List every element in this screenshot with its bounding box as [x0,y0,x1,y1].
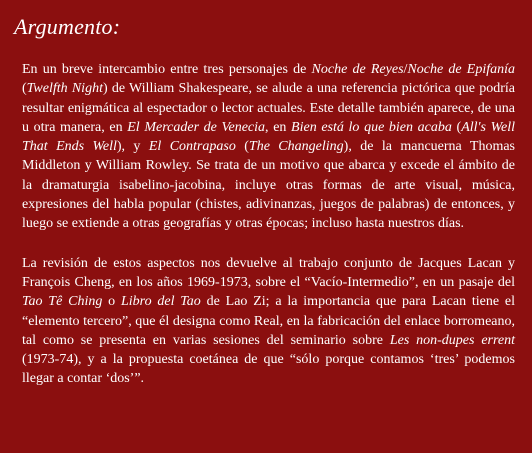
paragraph-1 [22,60,515,234]
article-body [22,60,515,389]
text-run: ), y [116,139,149,155]
text-run: , en [265,119,292,135]
text-run: ) de William Shakespeare, se alude a una referencia pictórica que podría resultar enigmática al espectador o lector actuales. Este detalle también aparece, de una u otra manera, en [22,81,515,135]
text-run: ( [22,81,27,97]
text-run: / [403,62,408,77]
text-run: o [102,294,121,310]
text-run: ), de la mancuerna Thomas Middleton y William Rowley. Se trata de un motivo que abarca y excede el ámbito de la dramaturgia isabelino-jacobina, incluye otras formas de arte visual, música, expresiones del habla popular (chistes, adivinanzas, juegos de palabras) de entonces, y luego se extiende a otras geografías y otras épocas; incluso hasta nuestros días. [22,139,516,232]
text-run: de Lao Zi; a la importancia que para Lacan tiene el “elemento tercero”, que él designa como Real, en la fabricación del enlace borromeano, tal como se presenta en varias sesiones del seminario sobre [22,294,515,348]
italic-title-run: Noche de Epifanía [407,62,515,77]
text-run: ( [235,139,249,155]
italic-title-run: All's Well That Ends Well [22,119,515,155]
italic-title-run: Tao Tê Ching [22,294,103,310]
paragraph-2 [22,254,515,389]
section-heading: Argumento: [14,14,121,39]
italic-title-run: The Changeling [248,139,344,155]
text-run: (1973-74), y a la propuesta coetánea de que “sólo porque contamos ‘tres’ podemos llegar a contar ‘dos’”. [22,352,515,387]
italic-title-run: Noche de Reyes [311,62,404,77]
italic-title-run: Libro del Tao [120,294,201,310]
italic-title-run: Twelfth Night [26,81,103,97]
italic-title-run: El Contrapaso [148,139,236,155]
text-run: ( [451,119,462,135]
italic-title-run: El Mercader de Venecia [127,119,266,135]
text-run: En un breve intercambio entre tres personajes de [22,62,312,77]
italic-title-run: Les non-dupes errent [389,332,516,348]
italic-title-run: Bien está lo que bien acaba [291,119,452,135]
text-run: La revisión de estos aspectos nos devuelve al trabajo conjunto de Jacques Lacan y François Cheng, en los años 1969-1973, sobre el “Vacío-Intermedio”, en un pasaje del [22,255,515,290]
